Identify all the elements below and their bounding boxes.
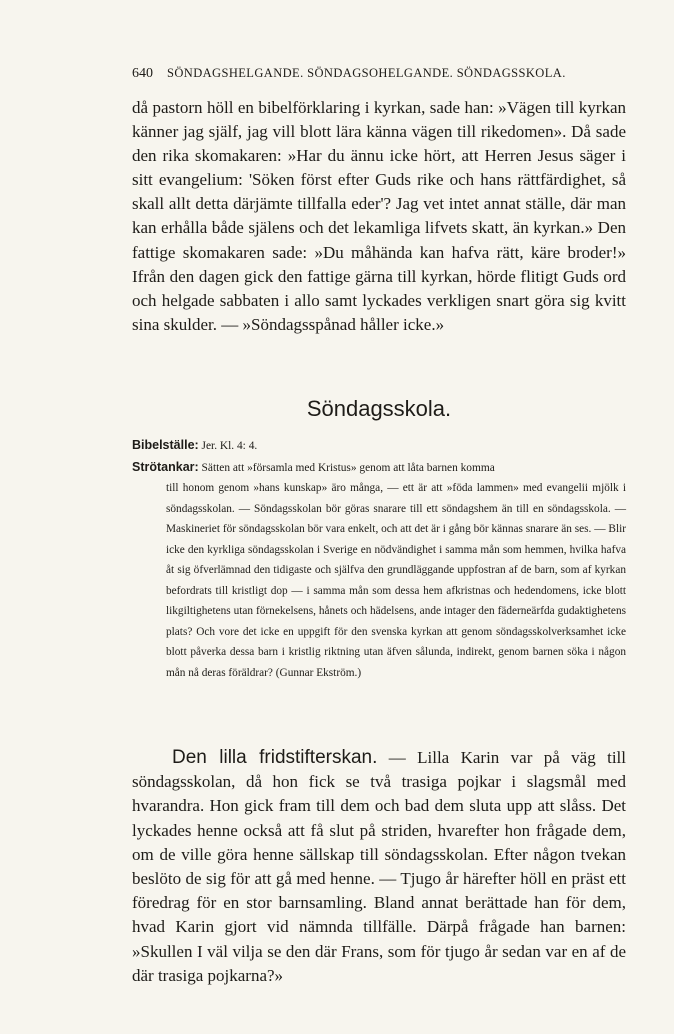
running-title: SÖNDAGSHELGANDE. SÖNDAGSOHELGANDE. SÖNDAGSSKOLA. xyxy=(167,66,566,80)
opening-paragraph xyxy=(132,96,626,337)
story-text: — Lilla Karin var på väg till söndagsskolan, då hon fick se två trasiga pojkar i slagsmål med hvarandra. Hon gick fram till dem och bad dem sluta upp att slåss. Det lyckades henne också att få slut på striden, hvarefter hon frågade dem, om de ville göra henne sällskap till söndagsskolan. Efter någon tvekan beslöto de sig för att gå med henne. — Tjugo år härefter höll en präst ett föredrag för en stor barnsamling. Bland annat berättade han för dem, hvad Karin gjort vid nämnda tillfälle. Därpå frågade han barnen: »Skullen I väl vilja se den där Frans, som för tjugo år sedan var en af de där trasiga pojkarna?» xyxy=(132,748,626,985)
strotankar-body xyxy=(166,478,626,683)
paragraph-text: då pastorn höll en bibelförklaring i kyrkan, sade han: »Vägen till kyrkan känner jag själf, jag vill blott lära känna vägen till rikedomen». Då sade den rika skomakaren: »Har du ännu icke hört, att Herren Jesus säger i sitt evangelium: 'Söken först efter Guds rike och hans rättfärdighet, så skall allt detta därjämte tillfalla eder'? Jag vet intet annat ställe, där man kan erhålla både själens och det lekamliga lifvets skatt, än kyrkan.» Den fattige skomakaren sade: »Du måhända kan hafva rätt, käre broder!» Ifrån den dagen gick den fattige gärna till kyrkan, hörde flitigt Guds ord och helgade sabbaten i allo samt lyckades verkligen snart göra sig kvitt sina skulder. — »Söndagsspånad håller icke.» xyxy=(132,98,626,334)
strotankar-label: Strötankar: xyxy=(132,460,199,474)
strotankar-heading xyxy=(132,457,626,479)
bibelstalle-ref: Jer. Kl. 4: 4. xyxy=(201,440,258,452)
page-number: 640 xyxy=(132,66,153,81)
bible-reference xyxy=(132,435,626,457)
story-paragraph xyxy=(132,746,626,988)
bibelstalle-label: Bibelställe: xyxy=(132,438,199,452)
strotankar-text: till honom genom »hans kunskap» äro många, — ett är att »föda lammen» med evangelii mjölk i söndagsskolan. — Söndagsskolan bör göras snarare till ett söndagshem än till en söndagsskola. — Maskineriet för söndagsskolan bör vara enkelt, och att det är i gång bör kännas snarare än ses. — Blir icke den kyrkliga söndagsskolan i Sverige en nödvändighet i samma mån som hemmen, hvilka hafva åt sig öfverlämnad den tidigaste och själfva den grundläggande uppfostran af de barn, som af kyrkan befordrats till kristligt dop — i samma mån som dessa hem afkristnas och hedendomens, icke blott likgiltighetens utan förnekelsens, hånets och hädelsens, ande intager den fäderneärfda gudaktighetens plats? Och vore det icke en uppgift för den svenska kyrkan att genom söndagsskolverksamhet icke blott påverka dessa barn i kristlig riktning utan äfven sålunda, indirekt, genom barnen söka i någon mån nå deras föräldrar? (Gunnar Ekström.) xyxy=(166,482,626,679)
story-title: Den lilla fridstifterskan. xyxy=(172,747,378,768)
strotankar-first-line: Sätten att »församla med Kristus» genom att låta barnen komma xyxy=(201,462,495,474)
section-title: Söndagsskola. xyxy=(306,396,452,421)
running-header xyxy=(132,66,632,82)
story-section xyxy=(132,746,626,988)
